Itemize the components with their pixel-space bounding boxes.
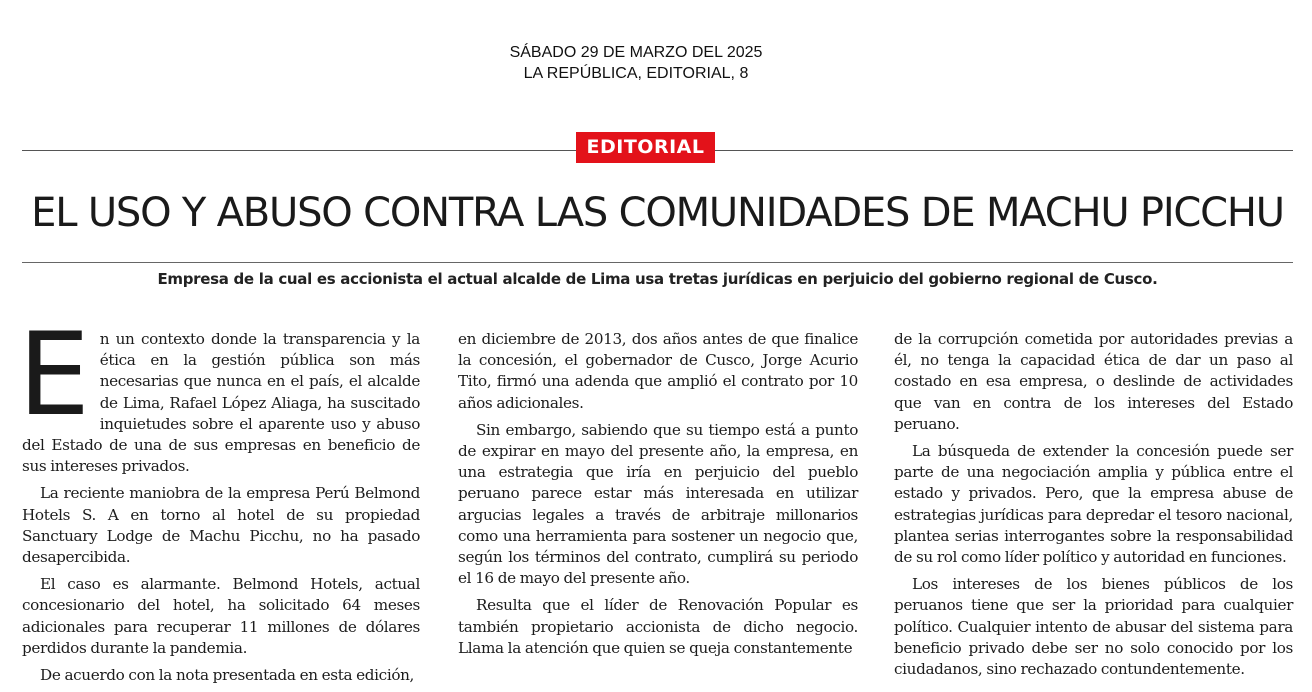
article-column-3 xyxy=(894,329,1293,686)
article-paragraph: en diciembre de 2013, dos años antes de que finalice la concesión, el gobernador de Cusco, Jorge Acurio Tito, firmó una adenda que amplió el contrato por 10 años adicionales. xyxy=(458,330,858,412)
publication-source: LA REPÚBLICA, EDITORIAL, 8 xyxy=(523,65,749,82)
article-column-1 xyxy=(18,308,420,692)
drop-cap: E xyxy=(18,308,90,441)
article-paragraph: El caso es alarmante. Belmond Hotels, actual concesionario del hotel, ha solicitado 64 meses adicionales para recuperar 11 millones de dólares perdidos durante la pandemia. xyxy=(22,575,420,657)
article-paragraph: De acuerdo con la nota presentada en esta edición, xyxy=(40,666,415,685)
article-paragraph: de la corrupción cometida por autoridades previas a él, no tenga la capacidad ética de dar un paso al costado en esa empresa, o deslinde de actividades que van en contra de los intereses del Estado peruano. xyxy=(894,330,1293,433)
article-paragraph: Resulta que el líder de Renovación Popular es también propietario accionista de dicho negocio. Llama la atención que quien se queja constantemente xyxy=(458,596,858,657)
article-paragraph: La búsqueda de extender la concesión puede ser parte de una negociación amplia y pública entre el estado y privados. Pero, que la empresa abuse de estrategias jurídicas para depredar el tesoro nacional, plantea serias interrogantes sobre la responsabilidad de su rol como líder político y autoridad en funciones. xyxy=(894,442,1293,567)
headline-divider xyxy=(22,262,1293,263)
section-label: EDITORIAL xyxy=(576,132,715,163)
article-column-2 xyxy=(458,329,858,665)
publication-date: SÁBADO 29 DE MARZO DEL 2025 xyxy=(509,44,763,61)
subheadline: Empresa de la cual es accionista el actual alcalde de Lima usa tretas jurídicas en perjuicio del gobierno regional de Cusco. xyxy=(157,270,1158,288)
article-paragraph: Sin embargo, sabiendo que su tiempo está a punto de expirar en mayo del presente año, la empresa, en una estrategia que iría en perjuicio del pueblo peruano parece estar más interesada en utilizar argucias legales a través de arbitraje millonarios como una herramienta para sostener un negocio que, según los términos del contrato, cumplirá su periodo el 16 de mayo del presente año. xyxy=(458,420,858,588)
headline: EL USO Y ABUSO CONTRA LAS COMUNIDADES DE MACHU PICCHU xyxy=(31,190,1284,236)
article-paragraph: La reciente maniobra de la empresa Perú Belmond Hotels S. A en torno al hotel de su propiedad Sanctuary Lodge de Machu Picchu, no ha pasado desapercibida. xyxy=(22,484,420,567)
article-paragraph: Los intereses de los bienes públicos de los peruanos tiene que ser la prioridad para cualquier político. Cualquier intento de abusar del sistema para beneficio privado debe ser no solo conocido por los ciudadanos, sino rechazado contundentemente. xyxy=(894,575,1293,679)
page-meta xyxy=(0,42,1272,84)
article-paragraph: En un contexto donde la transparencia y la ética en la gestión pública son más necesarias que nunca en el país, el alcalde de Lima, Rafael López Aliaga, ha suscitado inquietudes sobre el aparente uso y abuso del Estado de una de sus empresas en beneficio de sus intereses privados. xyxy=(18,308,420,476)
